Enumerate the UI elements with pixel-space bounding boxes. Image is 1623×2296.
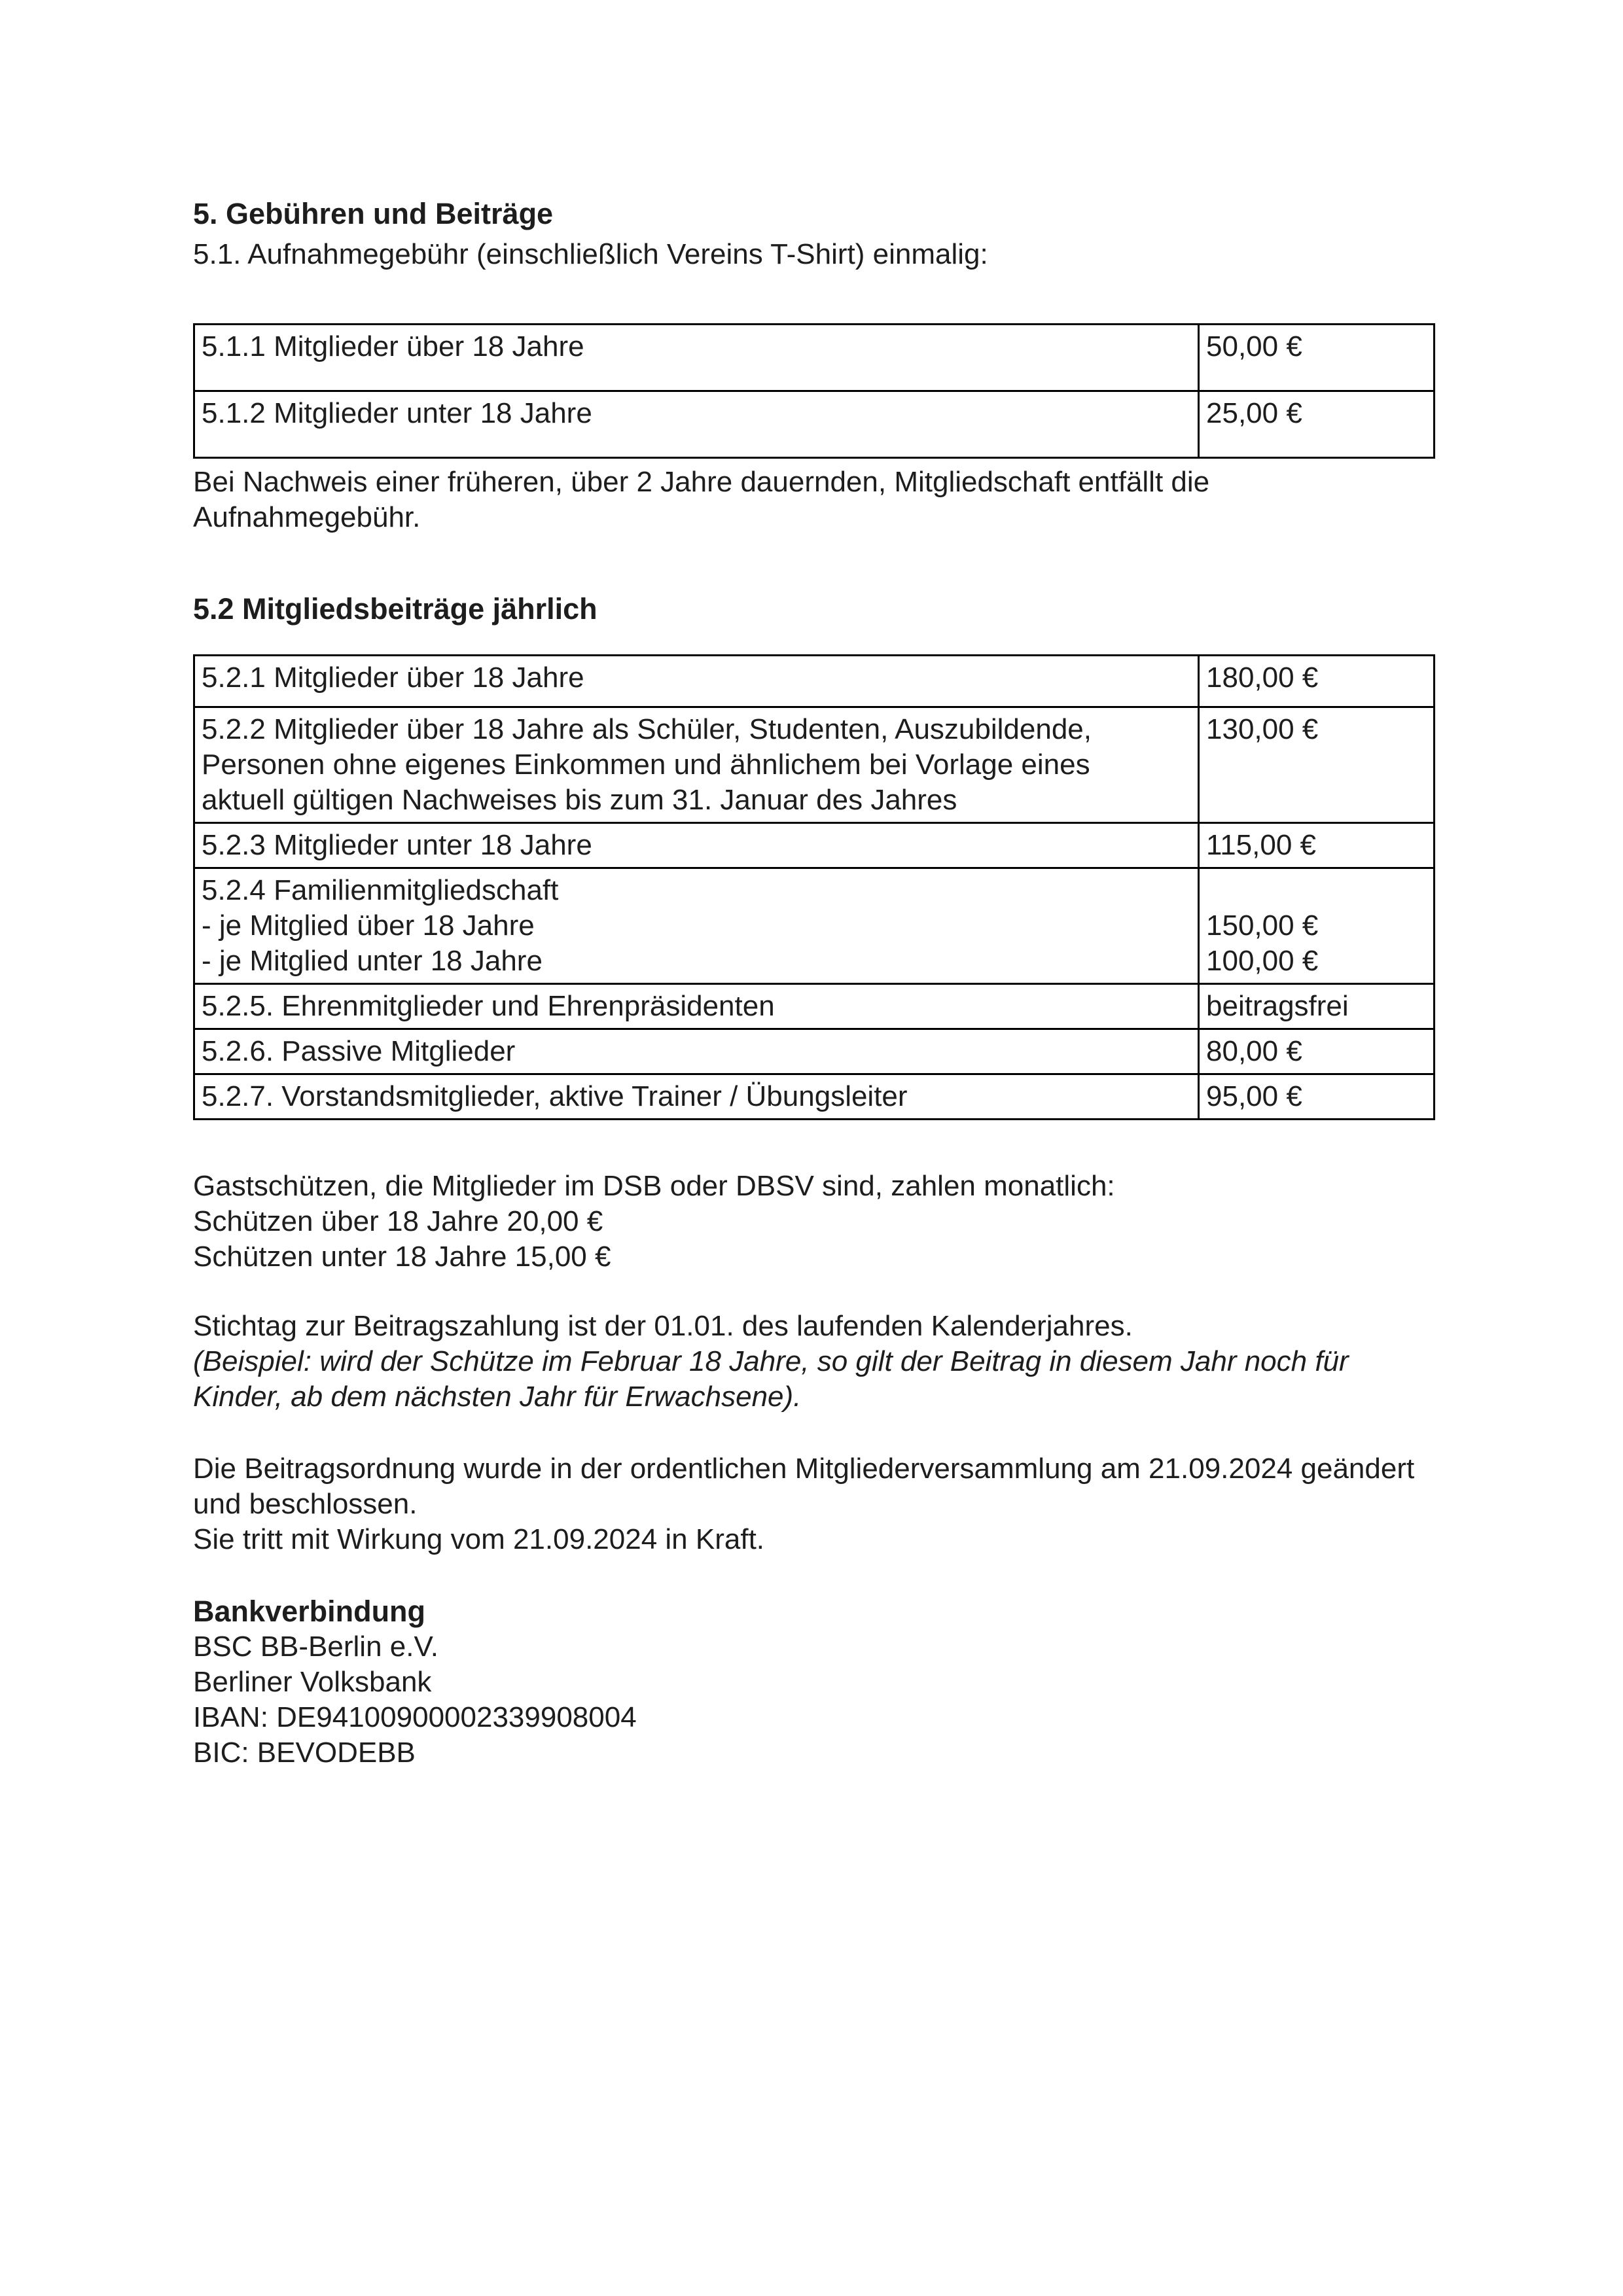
table-row — [194, 391, 1435, 458]
table-row — [194, 325, 1435, 391]
fee-value-cell: 50,00 € — [1199, 325, 1435, 391]
fee-label-cell: 5.2.1 Mitglieder über 18 Jahre — [194, 656, 1199, 707]
fee-label-cell: 5.2.5. Ehrenmitglieder und Ehrenpräsidenten — [194, 984, 1199, 1029]
fee-value-cell: 150,00 € 100,00 € — [1199, 868, 1435, 984]
table-row — [194, 707, 1435, 823]
fee-label-cell: 5.2.2 Mitglieder über 18 Jahre als Schüler, Studenten, Auszubildende, Personen ohne eigenes Einkommen und ähnlichem bei Vorlage eines aktuell gültigen Nachweises bis zum 31. Januar des Jahres — [194, 707, 1199, 823]
due-date-note — [193, 1309, 1433, 1415]
fee-label-cell: 5.2.4 Familienmitgliedschaft - je Mitglied über 18 Jahre - je Mitglied unter 18 Jahre — [194, 868, 1199, 984]
table-row — [194, 868, 1435, 984]
membership-fee-table — [193, 654, 1435, 1120]
section-5-heading: 5. Gebühren und Beiträge — [193, 197, 554, 230]
fee-value-cell: 180,00 € — [1199, 656, 1435, 707]
fee-value-cell: 95,00 € — [1199, 1074, 1435, 1120]
table-row — [194, 1029, 1435, 1074]
table-row — [194, 984, 1435, 1029]
fee-label-cell: 5.1.1 Mitglieder über 18 Jahre — [194, 325, 1199, 391]
bank-details-lines: BSC BB-Berlin e.V. Berliner Volksbank IBAN: DE94100900002339908004 BIC: BEVODEBB — [193, 1631, 637, 1769]
fee-label-cell: 5.1.2 Mitglieder unter 18 Jahre — [194, 391, 1199, 458]
fee-label-cell: 5.2.6. Passive Mitglieder — [194, 1029, 1199, 1074]
guest-shooters-note: Gastschützen, die Mitglieder im DSB oder DBSV sind, zahlen monatlich: Schützen über 18 Jahre 20,00 € Schützen unter 18 Jahre 15,00 € — [193, 1170, 1115, 1273]
due-date-example: (Beispiel: wird der Schütze im Februar 18 Jahre, so gilt der Beitrag in diesem Jahr noch für Kinder, ab dem nächsten Jahr für Erwachsene). — [193, 1345, 1349, 1413]
fee-value-cell: 25,00 € — [1199, 391, 1435, 458]
fee-value-cell: 80,00 € — [1199, 1029, 1435, 1074]
bank-details — [193, 1594, 1433, 1771]
table-row — [194, 1074, 1435, 1120]
due-date-line: Stichtag zur Beitragszahlung ist der 01.01. des laufenden Kalenderjahres. — [193, 1310, 1133, 1342]
bank-details-heading: Bankverbindung — [193, 1595, 426, 1628]
fee-value-cell: beitragsfrei — [1199, 984, 1435, 1029]
admission-fee-note: Bei Nachweis einer früheren, über 2 Jahre dauernden, Mitgliedschaft entfällt die Aufnahmegebühr. — [193, 466, 1210, 533]
fee-value-cell: 115,00 € — [1199, 823, 1435, 868]
section-5-1-intro: 5.1. Aufnahmegebühr (einschließlich Vereins T-Shirt) einmalig: — [193, 238, 988, 270]
table-row — [194, 823, 1435, 868]
table-row — [194, 656, 1435, 707]
fee-value-cell: 130,00 € — [1199, 707, 1435, 823]
fee-label-cell: 5.2.3 Mitglieder unter 18 Jahre — [194, 823, 1199, 868]
fee-label-cell: 5.2.7. Vorstandsmitglieder, aktive Trainer / Übungsleiter — [194, 1074, 1199, 1120]
section-5-2-heading: 5.2 Mitgliedsbeiträge jährlich — [193, 592, 597, 626]
resolution-note: Die Beitragsordnung wurde in der ordentlichen Mitgliederversammlung am 21.09.2024 geändert und beschlossen. Sie tritt mit Wirkung vom 21.09.2024 in Kraft. — [193, 1453, 1415, 1555]
admission-fee-table — [193, 323, 1435, 459]
